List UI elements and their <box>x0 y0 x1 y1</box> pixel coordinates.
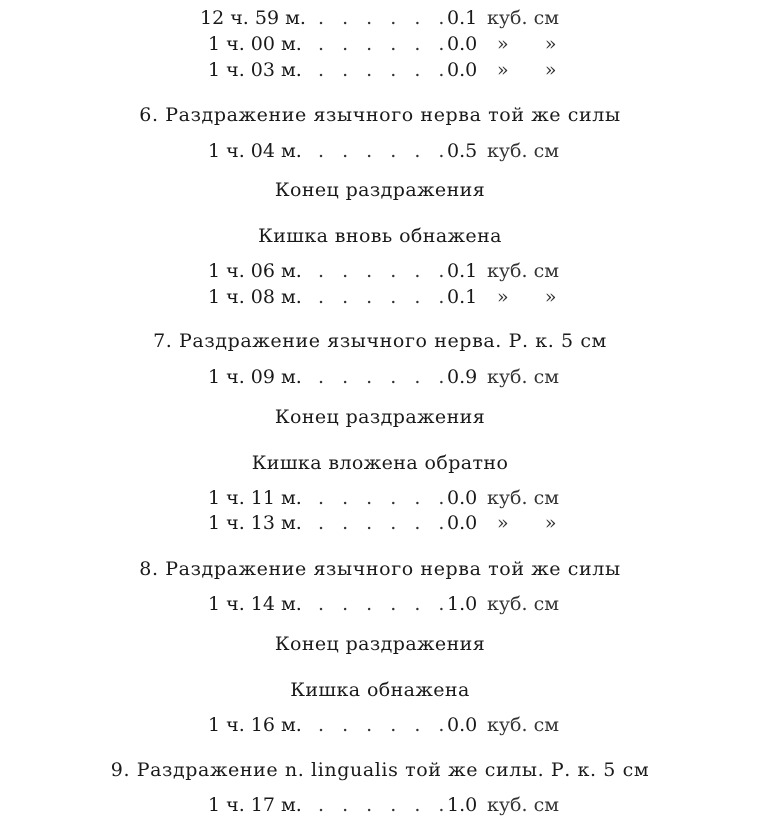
time-label: 1 ч. 06 м. <box>208 260 302 282</box>
measurement-row <box>0 31 760 57</box>
volume-unit: куб. см <box>487 366 559 388</box>
volume-unit: куб. см <box>487 260 559 282</box>
ditto-marks: » » <box>497 286 557 308</box>
time-label: 1 ч. 11 м. <box>208 487 302 509</box>
section-heading-7: 7. Раздражение язычного нерва. Р. к. 5 см <box>153 330 607 352</box>
leader-dots: . . . . . . <box>318 714 451 736</box>
time-label: 12 ч. 59 м. <box>200 7 306 29</box>
leader-dots: . . . . . . <box>318 140 451 162</box>
time-label: 1 ч. 04 м. <box>208 140 302 162</box>
measurement-row <box>0 5 760 31</box>
time-label: 1 ч. 03 м. <box>208 59 302 81</box>
bowel-status-note: Кишка вновь обнажена <box>258 225 502 247</box>
ditto-marks: » » <box>497 33 557 55</box>
bowel-status-note: Кишка обнажена <box>290 679 470 701</box>
measurement-row <box>0 258 760 284</box>
section-heading-9: 9. Раздражение n. lingualis той же силы. Р. к. 5 см <box>110 759 650 781</box>
volume-value: 0.1 <box>447 7 478 29</box>
measurement-row <box>0 591 760 617</box>
section-heading-8: 8. Раздражение язычного нерва той же силы <box>139 558 621 580</box>
leader-dots: . . . . . . <box>318 366 451 388</box>
stimulation-end-note: Конец раздражения <box>274 633 486 655</box>
measurement-row <box>0 138 760 164</box>
volume-value: 0.0 <box>447 33 478 55</box>
leader-dots: . . . . . . <box>318 7 451 29</box>
volume-value: 0.0 <box>447 714 478 736</box>
volume-value: 0.0 <box>447 512 478 534</box>
volume-value: 1.0 <box>447 593 478 615</box>
time-label: 1 ч. 14 м. <box>208 593 302 615</box>
stimulation-end-note: Конец раздражения <box>274 406 486 428</box>
measurement-row <box>0 485 760 511</box>
measurement-row <box>0 510 760 536</box>
measurement-row <box>0 284 760 310</box>
leader-dots: . . . . . . <box>318 593 451 615</box>
leader-dots: . . . . . . <box>318 286 451 308</box>
volume-value: 1.0 <box>447 794 478 816</box>
section-heading-6: 6. Раздражение язычного нерва той же силы <box>139 104 621 126</box>
time-label: 1 ч. 00 м. <box>208 33 302 55</box>
volume-value: 0.1 <box>447 286 478 308</box>
volume-unit: куб. см <box>487 140 559 162</box>
stimulation-end-note: Конец раздражения <box>274 179 486 201</box>
time-label: 1 ч. 16 м. <box>208 714 302 736</box>
volume-value: 0.1 <box>447 260 478 282</box>
volume-value: 0.0 <box>447 487 478 509</box>
volume-unit: куб. см <box>487 7 559 29</box>
leader-dots: . . . . . . <box>318 33 451 55</box>
leader-dots: . . . . . . <box>318 59 451 81</box>
leader-dots: . . . . . . <box>318 512 451 534</box>
measurement-row <box>0 792 760 818</box>
leader-dots: . . . . . . <box>318 487 451 509</box>
volume-unit: куб. см <box>487 714 559 736</box>
volume-unit: куб. см <box>487 593 559 615</box>
volume-unit: куб. см <box>487 487 559 509</box>
time-label: 1 ч. 17 м. <box>208 794 302 816</box>
ditto-marks: » » <box>497 512 557 534</box>
time-label: 1 ч. 08 м. <box>208 286 302 308</box>
volume-value: 0.9 <box>447 366 478 388</box>
measurement-row <box>0 57 760 83</box>
leader-dots: . . . . . . <box>318 794 451 816</box>
volume-unit: куб. см <box>487 794 559 816</box>
time-label: 1 ч. 09 м. <box>208 366 302 388</box>
volume-value: 0.0 <box>447 59 478 81</box>
bowel-status-note: Кишка вложена обратно <box>251 452 509 474</box>
leader-dots: . . . . . . <box>318 260 451 282</box>
measurement-row <box>0 364 760 390</box>
ditto-marks: » » <box>497 59 557 81</box>
volume-value: 0.5 <box>447 140 478 162</box>
measurement-row <box>0 712 760 738</box>
time-label: 1 ч. 13 м. <box>208 512 302 534</box>
